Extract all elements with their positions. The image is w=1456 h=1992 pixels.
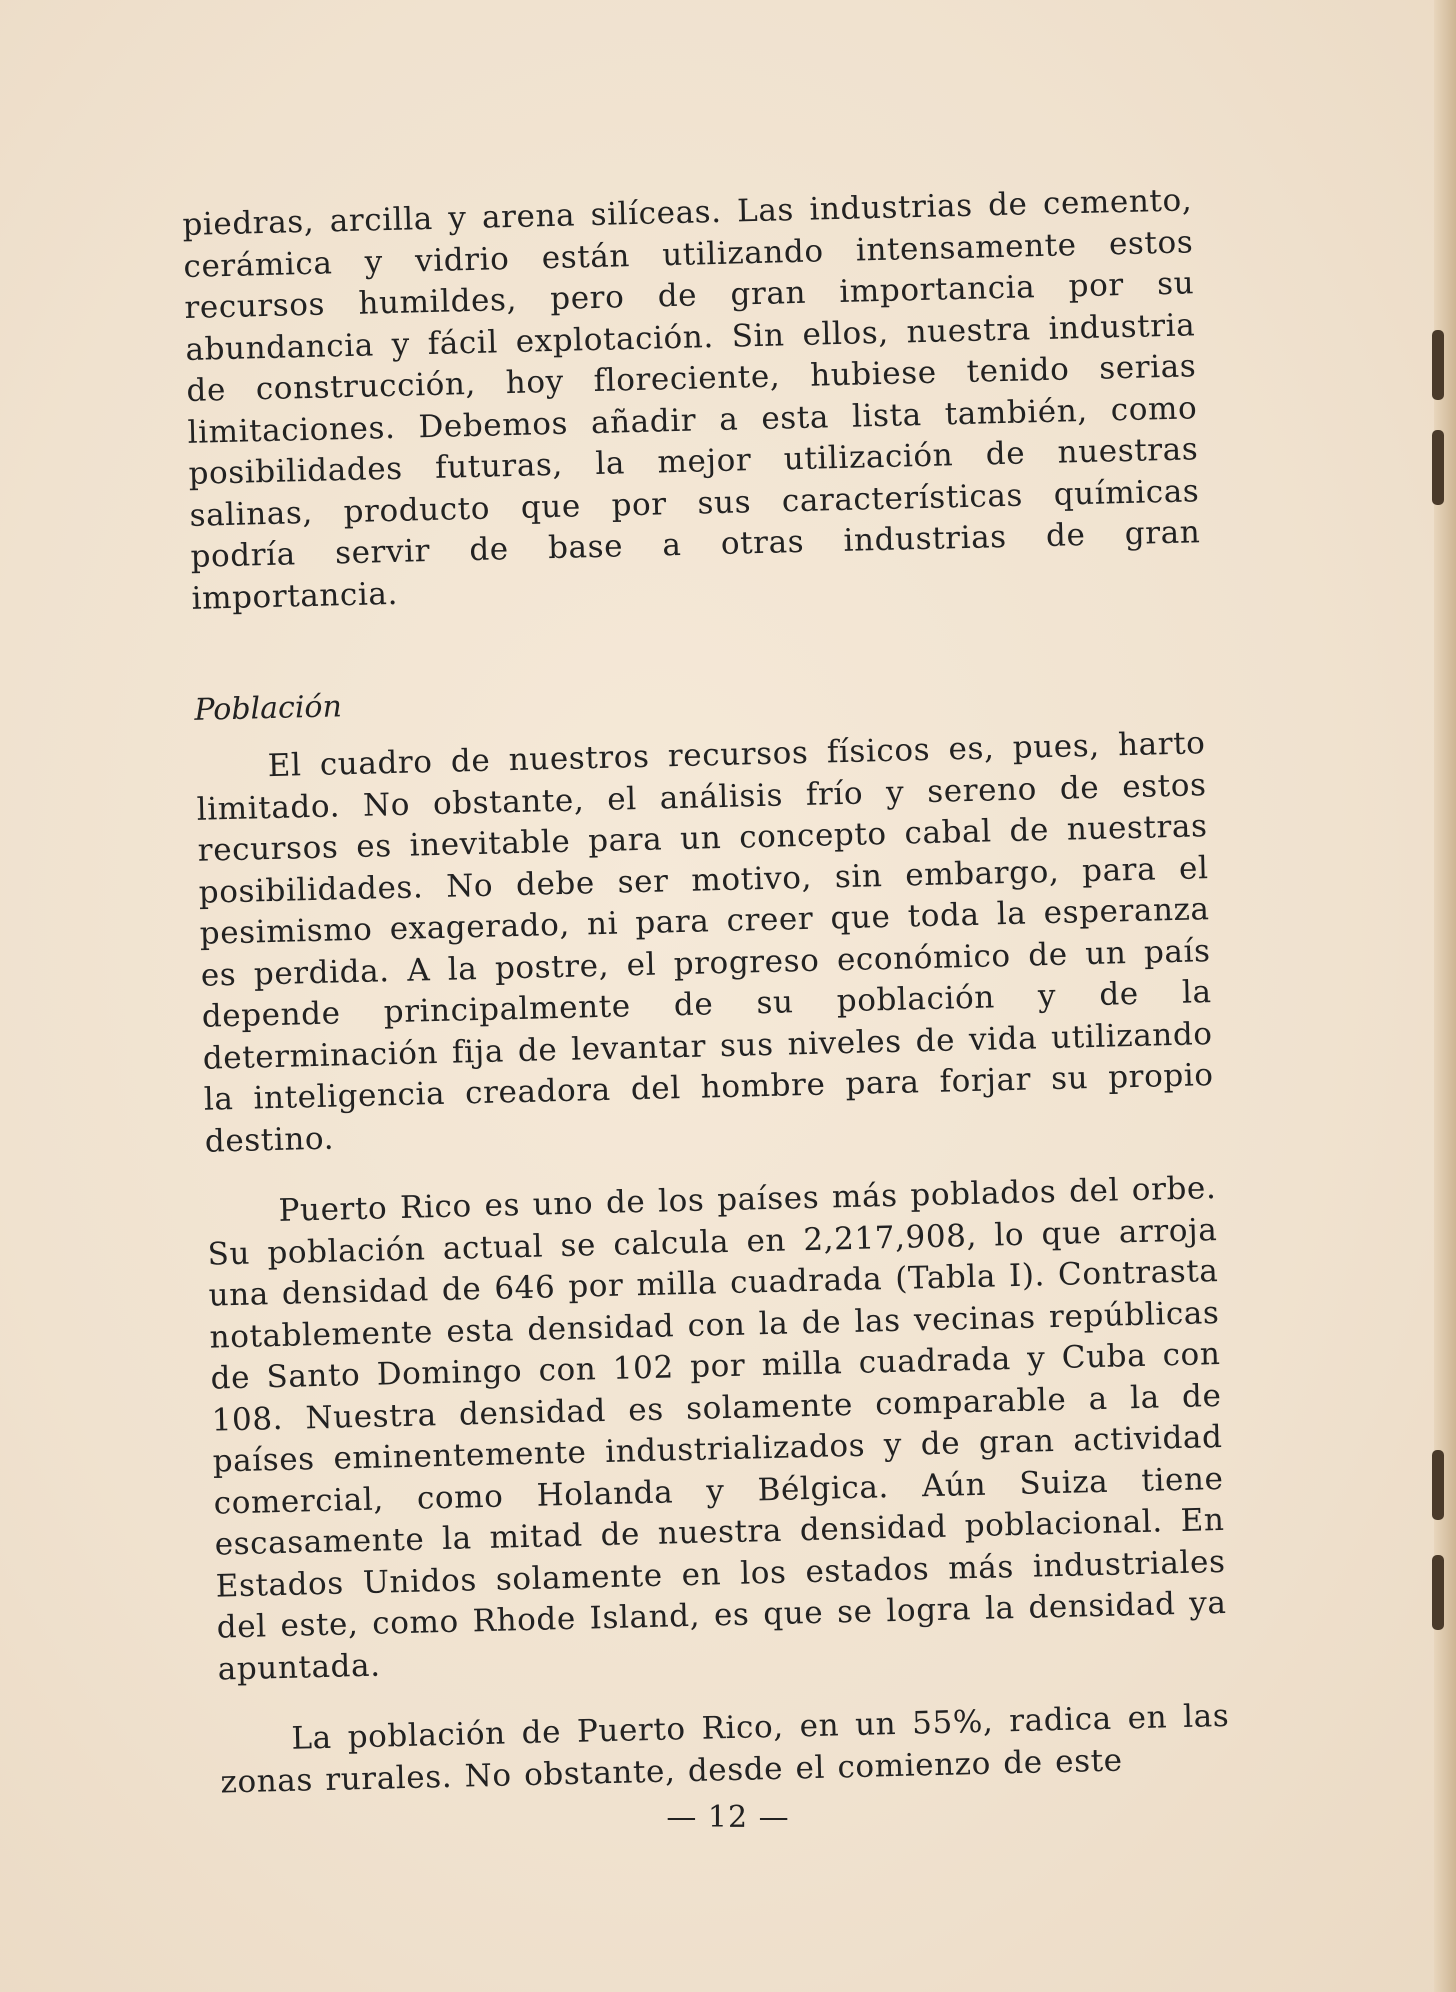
paragraph-1: piedras, arcilla y arena silíceas. Las industrias de cemento, cerámica y vidrio están utilizando intensamente estos recursos humildes, pero de gran importancia por su abundancia y fácil explotación. Sin ellos, nuestra industria de construcción, hoy floreciente, hubiese tenido serias limitaciones. Debemos añadir a esta lista también, como posibilidades futuras, la mejor utilización de nuestras salinas, producto que por sus características químicas podría servir de base a otras industrias de gran importancia. xyxy=(182,182,1201,617)
page-edge xyxy=(1434,0,1456,1992)
paragraph-4: La población de Puerto Rico, en un 55%, radica en las zonas rurales. No obstante, desde el comienzo de este xyxy=(220,1697,1230,1801)
paragraph-2: El cuadro de nuestros recursos físicos es, pues, harto limitado. No obstante, el análisis frío y sereno de estos recursos es inevitable para un concepto cabal de nuestras posibilidades. No debe ser motivo, sin embargo, para el pesimismo exagerado, ni para creer que toda la esperanza es perdida. A la postre, el progreso económico de un país depende principalmente de su población y de la determinación fija de levantar sus niveles de vida utilizando la inteligencia creadora del hombre para forjar su propio destino. xyxy=(196,725,1215,1160)
page-number: — 12 — xyxy=(666,1800,790,1835)
binding-mark xyxy=(1432,330,1444,400)
binding-mark xyxy=(1432,1450,1444,1520)
page-text xyxy=(182,180,1231,1803)
paragraph-3: Puerto Rico es uno de los países más poblados del orbe. Su población actual se calcula en 2,217,908, lo que arroja una densidad de 646 por milla cuadrada (Tabla I). Contrasta notablemente esta densidad con la de las vecinas repúblicas de Santo Domingo con 102 por milla cuadrada y Cuba con 108. Nuestra densidad es solamente comparable a la de países eminentemente industrializados y de gran actividad comercial, como Holanda y Bélgica. Aún Suiza tiene escasamente la mitad de nuestra densidad poblacional. En Estados Unidos solamente en los estados más industriales del este, como Rhode Island, es que se logra la densidad ya apuntada. xyxy=(207,1170,1227,1688)
section-heading: Población xyxy=(193,689,343,728)
binding-mark xyxy=(1432,430,1444,505)
binding-mark xyxy=(1432,1555,1444,1630)
